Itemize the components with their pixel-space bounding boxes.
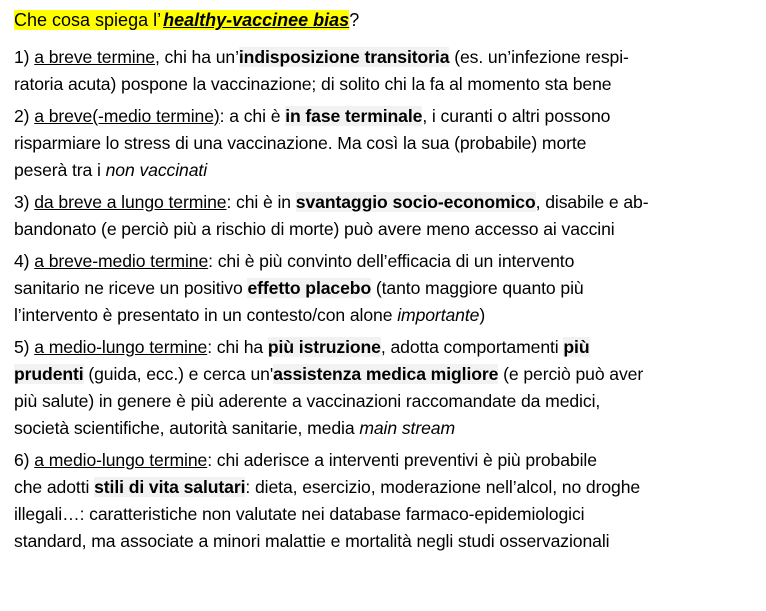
item-text: : dieta, esercizio, moderazione nell’alcol, no droghe [245, 477, 641, 497]
item-text: risparmiare lo stress di una vaccinazione. Ma così la sua (probabile) morte [14, 133, 587, 153]
item-number: 4) [14, 251, 35, 271]
item-text: che adotti [14, 477, 95, 497]
item-keyword: indisposizione transitoria [238, 47, 450, 67]
item-number: 6) [14, 450, 35, 470]
item-text: illegali…: caratteristiche non valutate nei database farmaco-epidemiologici [14, 504, 585, 524]
item-text: sanitario ne riceve un positivo [14, 278, 248, 298]
item-text: , i curanti o altri possono [422, 106, 611, 126]
item-text: : chi aderisce a interventi preventivi è più probabile [207, 450, 597, 470]
list-item-3 [14, 189, 754, 243]
title-end: ? [349, 10, 360, 30]
slide-title [14, 8, 754, 32]
item-keyword: in fase terminale [285, 106, 423, 126]
item-text: più salute) in genere è più aderente a vaccinazioni raccomandate da medici, [14, 391, 601, 411]
item-term: a breve termine [34, 47, 155, 67]
item-text: (tanto maggiore quanto più [371, 278, 584, 298]
item-number: 5) [14, 337, 35, 357]
item-text: : chi ha [207, 337, 268, 357]
item-term: a breve(-medio termine) [34, 106, 220, 126]
item-text: bandonato (e perciò più a rischio di morte) può avere meno accesso ai vaccini [14, 219, 615, 239]
item-keyword: effetto placebo [247, 278, 372, 298]
item-italic: importante [397, 305, 480, 325]
list-item-6 [14, 447, 754, 555]
item-keyword: prudenti [14, 364, 84, 384]
item-keyword: svantaggio socio-economico [295, 192, 536, 212]
item-term: a breve-medio termine [34, 251, 209, 271]
item-term: da breve a lungo termine [34, 192, 227, 212]
item-term: a medio-lungo termine [34, 450, 208, 470]
item-number: 1) [14, 47, 35, 67]
list-item-4 [14, 248, 754, 329]
item-text: : chi è più convinto dell’efficacia di un intervento [208, 251, 575, 271]
item-keyword: assistenza medica migliore [273, 364, 499, 384]
item-text: l’intervento è presentato in un contesto/con alone [14, 305, 398, 325]
list-item-5 [14, 334, 754, 442]
item-text: (e perciò può aver [498, 364, 644, 384]
title-lead: Che cosa spiega l’ [14, 10, 162, 30]
item-text: standard, ma associate a minori malattie e mortalità negli studi osservazionali [14, 531, 610, 551]
list-item-2 [14, 103, 754, 184]
item-term: a medio-lungo termine [34, 337, 208, 357]
item-keyword: più [563, 337, 590, 357]
item-keyword: più istruzione [267, 337, 381, 357]
title-keyword: healthy-vaccinee bias [163, 10, 350, 30]
item-text: , disabile e ab- [535, 192, 649, 212]
item-number: 3) [14, 192, 35, 212]
item-text: ) [479, 305, 486, 325]
item-italic: main stream [359, 418, 456, 438]
item-text: peserà tra i [14, 160, 106, 180]
item-text: , adotta comportamenti [380, 337, 564, 357]
item-text: (guida, ecc.) e cerca un' [83, 364, 274, 384]
list-item-1 [14, 44, 754, 98]
item-text: società scientifiche, autorità sanitarie, media [14, 418, 360, 438]
item-italic: non vaccinati [105, 160, 208, 180]
item-number: 2) [14, 106, 35, 126]
item-keyword: stili di vita salutari [94, 477, 246, 497]
item-text: (es. un’infezione respi- [449, 47, 629, 67]
item-text: ratoria acuta) pospone la vaccinazione; di solito chi la fa al momento sta bene [14, 74, 612, 94]
item-text: , chi ha un’ [154, 47, 239, 67]
item-text: : chi è in [226, 192, 296, 212]
item-text: : a chi è [219, 106, 286, 126]
